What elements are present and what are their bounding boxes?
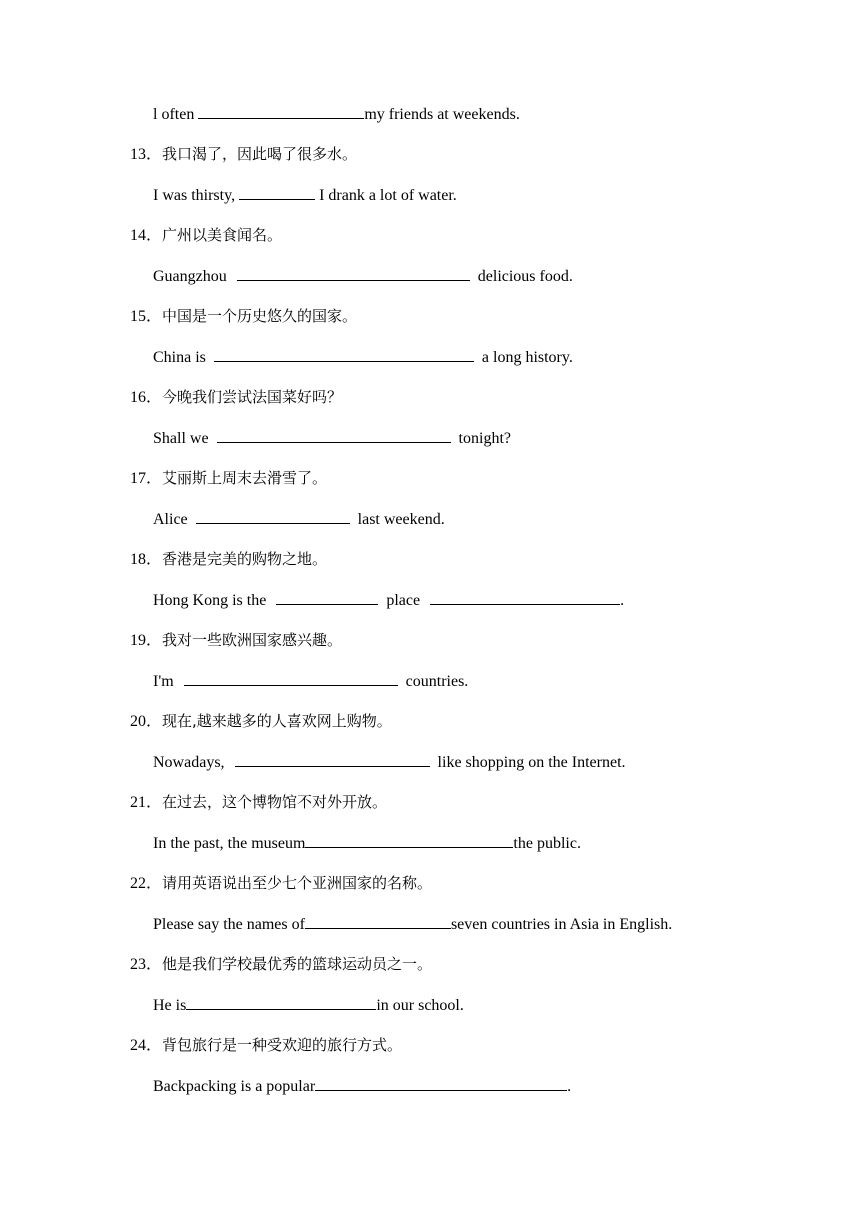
answer-blank[interactable] bbox=[276, 590, 378, 605]
answer-blank[interactable] bbox=[235, 752, 430, 767]
question-number: 19． bbox=[130, 632, 163, 649]
answer-blank[interactable] bbox=[305, 914, 451, 929]
answer-line-14 bbox=[153, 266, 573, 287]
answer-blank[interactable] bbox=[217, 428, 451, 443]
question-21 bbox=[130, 792, 387, 813]
answer-text: I drank a lot of water. bbox=[315, 187, 457, 204]
answer-text: . bbox=[620, 592, 625, 609]
answer-line-15 bbox=[153, 347, 573, 368]
answer-blank[interactable] bbox=[198, 104, 364, 119]
answer-text: like shopping on the Internet. bbox=[433, 754, 626, 771]
answer-blank[interactable] bbox=[239, 185, 315, 200]
answer-text: delicious food. bbox=[473, 268, 573, 285]
answer-line-22 bbox=[153, 914, 672, 935]
answer-text: I'm bbox=[153, 673, 178, 690]
question-18 bbox=[130, 549, 327, 570]
answer-blank[interactable] bbox=[196, 509, 350, 524]
question-chinese: 我口渴了，因此喝了很多水。 bbox=[162, 145, 358, 163]
answer-line-21 bbox=[153, 833, 581, 854]
question-23 bbox=[130, 954, 432, 975]
answer-blank[interactable] bbox=[237, 266, 470, 281]
answer-line-19 bbox=[153, 671, 468, 692]
answer-text: I was thirsty, bbox=[153, 187, 240, 204]
answer-text: countries. bbox=[401, 673, 469, 690]
question-16 bbox=[130, 387, 342, 408]
question-number: 23． bbox=[130, 956, 163, 973]
answer-text: tonight? bbox=[454, 430, 511, 447]
answer-text: my friends at weekends. bbox=[364, 106, 520, 123]
answer-text: seven countries in Asia in English. bbox=[450, 916, 673, 933]
question-chinese: 广州以美食闻名。 bbox=[162, 226, 283, 244]
question-chinese: 中国是一个历史悠久的国家。 bbox=[162, 307, 358, 325]
question-chinese: 请用英语说出至少七个亚洲国家的名称。 bbox=[162, 874, 433, 892]
answer-text: Backpacking is a popular bbox=[153, 1078, 316, 1095]
answer-blank[interactable] bbox=[214, 347, 474, 362]
answer-line-13 bbox=[153, 185, 457, 206]
question-chinese: 他是我们学校最优秀的篮球运动员之一。 bbox=[162, 955, 433, 973]
question-number: 21． bbox=[130, 794, 163, 811]
answer-blank[interactable] bbox=[186, 995, 376, 1010]
question-17 bbox=[130, 468, 327, 489]
answer-line-12 bbox=[153, 104, 520, 125]
question-number: 17． bbox=[130, 470, 163, 487]
question-24 bbox=[130, 1035, 402, 1056]
answer-text: Alice bbox=[153, 511, 192, 528]
answer-line-18 bbox=[153, 590, 624, 611]
question-number: 15． bbox=[130, 308, 163, 325]
question-chinese: 香港是完美的购物之地。 bbox=[162, 550, 328, 568]
answer-text: . bbox=[567, 1078, 572, 1095]
answer-text: Guangzhou bbox=[153, 268, 231, 285]
answer-blank[interactable] bbox=[430, 590, 620, 605]
answer-text: Please say the names of bbox=[153, 916, 305, 933]
answer-text: in our school. bbox=[376, 997, 464, 1014]
answer-text: China is bbox=[153, 349, 210, 366]
answer-text: Hong Kong is the bbox=[153, 592, 271, 609]
answer-text: In the past, the museum bbox=[153, 835, 306, 852]
question-number: 18． bbox=[130, 551, 163, 568]
answer-text: He is bbox=[153, 997, 187, 1014]
question-chinese: 我对一些欧洲国家感兴趣。 bbox=[162, 631, 343, 649]
answer-line-24 bbox=[153, 1076, 571, 1097]
question-chinese: 艾丽斯上周末去滑雪了。 bbox=[162, 469, 328, 487]
question-20 bbox=[130, 711, 392, 732]
question-chinese: 在过去，这个博物馆不对外开放。 bbox=[162, 793, 388, 811]
question-number: 24． bbox=[130, 1037, 163, 1054]
question-number: 20． bbox=[130, 713, 163, 730]
question-number: 14． bbox=[130, 227, 163, 244]
answer-text: Nowadays, bbox=[153, 754, 229, 771]
answer-line-16 bbox=[153, 428, 511, 449]
question-22 bbox=[130, 873, 432, 894]
answer-blank[interactable] bbox=[315, 1076, 567, 1091]
answer-text: l often bbox=[153, 106, 199, 123]
question-19 bbox=[130, 630, 342, 651]
answer-text: Shall we bbox=[153, 430, 213, 447]
answer-line-20 bbox=[153, 752, 626, 773]
answer-line-23 bbox=[153, 995, 464, 1016]
question-chinese: 现在,越来越多的人喜欢网上购物。 bbox=[162, 712, 392, 730]
answer-blank[interactable] bbox=[305, 833, 513, 848]
answer-text: place bbox=[382, 592, 425, 609]
answer-text: the public. bbox=[513, 835, 581, 852]
answer-text: a long history. bbox=[477, 349, 573, 366]
question-14 bbox=[130, 225, 282, 246]
question-number: 13． bbox=[130, 146, 163, 163]
question-number: 22． bbox=[130, 875, 163, 892]
question-chinese: 背包旅行是一种受欢迎的旅行方式。 bbox=[162, 1036, 403, 1054]
question-15 bbox=[130, 306, 357, 327]
question-chinese: 今晚我们尝试法国菜好吗？ bbox=[162, 388, 343, 406]
answer-blank[interactable] bbox=[184, 671, 398, 686]
answer-text: last weekend. bbox=[353, 511, 445, 528]
answer-line-17 bbox=[153, 509, 445, 530]
question-13 bbox=[130, 144, 357, 165]
question-number: 16． bbox=[130, 389, 163, 406]
